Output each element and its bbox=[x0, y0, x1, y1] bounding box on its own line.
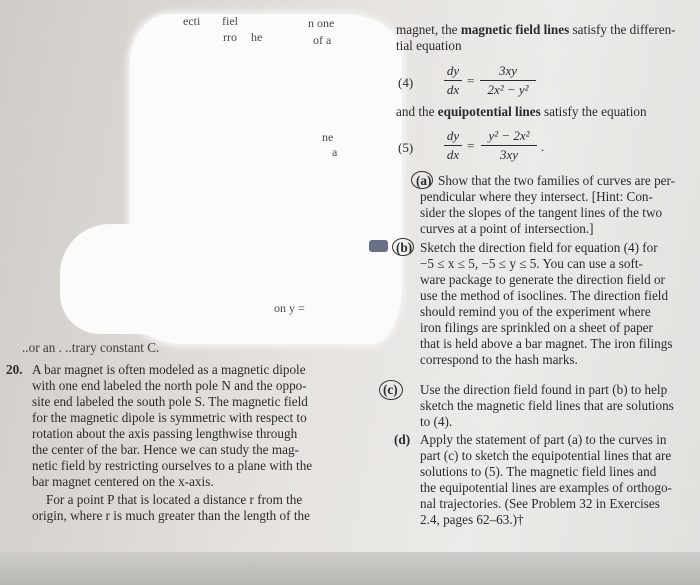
and-the-line: and the equipotential lines satisfy the equation bbox=[396, 104, 647, 119]
fragment-text: of a bbox=[313, 33, 332, 47]
fragment-text: fiel bbox=[222, 14, 238, 28]
redaction-blot bbox=[130, 14, 402, 344]
page-edge-shadow bbox=[0, 552, 700, 585]
intro-line-2: tial equation bbox=[396, 38, 462, 53]
part-b-line: Sketch the direction field for equation (4) for bbox=[420, 240, 658, 255]
part-d-line: part (c) to sketch the equipotential lines that are bbox=[420, 448, 672, 463]
equation-4-number: (4) bbox=[398, 75, 414, 90]
part-b-line: should remind you of the experiment where bbox=[420, 304, 651, 319]
fragment-text: rro bbox=[223, 30, 237, 44]
fragment-text: ecti bbox=[183, 14, 201, 28]
equation-5-rhs: y² − 2x² 3xy bbox=[481, 128, 537, 163]
part-b-line: ware package to generate the direction field or bbox=[420, 272, 665, 287]
equation-4-lhs: dy dx bbox=[444, 63, 462, 98]
part-a-line: curves at a point of intersection.] bbox=[420, 221, 594, 236]
part-d-line: nal trajectories. (See Problem 32 in Exercises bbox=[420, 496, 660, 511]
problem-number: 20. bbox=[6, 362, 23, 377]
part-d-line: solutions to (5). The magnetic field lines and bbox=[420, 464, 657, 479]
equation-5-equals: = bbox=[467, 138, 475, 153]
problem-line: For a point P that is located a distance r from the bbox=[46, 492, 303, 507]
part-d-line: 2.4, pages 62–63.)† bbox=[420, 512, 524, 527]
equation-5-lhs: dy dx bbox=[444, 128, 462, 163]
part-c-line: sketch the magnetic field lines that are solutions bbox=[420, 398, 674, 413]
fragment-text: ne bbox=[322, 130, 334, 144]
part-a-line: sider the slopes of the tangent lines of the two bbox=[420, 205, 663, 220]
ink-mark bbox=[369, 240, 388, 252]
problem-line: for the magnetic dipole is symmetric with respect to bbox=[32, 410, 307, 425]
part-a-label: (a) bbox=[416, 173, 432, 188]
part-b-line: use the method of isoclines. The direction field bbox=[420, 288, 669, 303]
problem-line: A bar magnet is often modeled as a magnetic dipole bbox=[32, 362, 306, 377]
problem-line: netic field by restricting ourselves to a plane with the bbox=[32, 458, 313, 473]
part-a-line: Show that the two families of curves are per- bbox=[438, 173, 676, 188]
part-c-line: Use the direction field found in part (b) to help bbox=[420, 382, 668, 397]
part-b-line: −5 ≤ x ≤ 5, −5 ≤ y ≤ 5. You can use a soft- bbox=[420, 256, 643, 271]
part-b-line: that is held above a bar magnet. The iron filings bbox=[420, 336, 673, 351]
problem-line: bar magnet centered on the x-axis. bbox=[32, 474, 214, 489]
equation-5-period: . bbox=[541, 139, 545, 154]
part-b-label: (b) bbox=[396, 240, 413, 255]
left-fragment-line: ..or an . ..trary constant C. bbox=[22, 340, 160, 355]
equation-4-equals: = bbox=[467, 73, 475, 88]
equation-5-number: (5) bbox=[398, 140, 414, 155]
problem-line: the center of the bar. Hence we can study the mag- bbox=[32, 442, 299, 457]
part-c-line: to (4). bbox=[420, 414, 453, 429]
fragment-text: he bbox=[251, 30, 263, 44]
part-d-label: (d) bbox=[394, 432, 411, 447]
problem-line: with one end labeled the north pole N and the oppo- bbox=[32, 378, 307, 393]
fragment-text: on y = bbox=[274, 301, 305, 315]
part-b-line: correspond to the hash marks. bbox=[420, 352, 578, 367]
equation-4-rhs: 3xy 2x² − y² bbox=[480, 63, 536, 98]
problem-line: site end labeled the south pole S. The magnetic field bbox=[32, 394, 308, 409]
part-a-line: pendicular where they intersect. [Hint: Con- bbox=[420, 189, 653, 204]
problem-line: origin, where r is much greater than the length of the bbox=[32, 508, 310, 523]
intro-line-1: magnet, the magnetic field lines satisfy the differen- bbox=[396, 22, 676, 37]
fragment-text: a bbox=[332, 145, 338, 159]
fragment-text: n one bbox=[308, 16, 335, 30]
part-d-line: Apply the statement of part (a) to the curves in bbox=[420, 432, 667, 447]
problem-line: rotation about the axis passing lengthwise through bbox=[32, 426, 298, 441]
part-b-line: iron filings are sprinkled on a sheet of paper bbox=[420, 320, 653, 335]
part-d-line: the equipotential lines are examples of orthogo- bbox=[420, 480, 672, 495]
part-c-label: (c) bbox=[383, 382, 398, 397]
